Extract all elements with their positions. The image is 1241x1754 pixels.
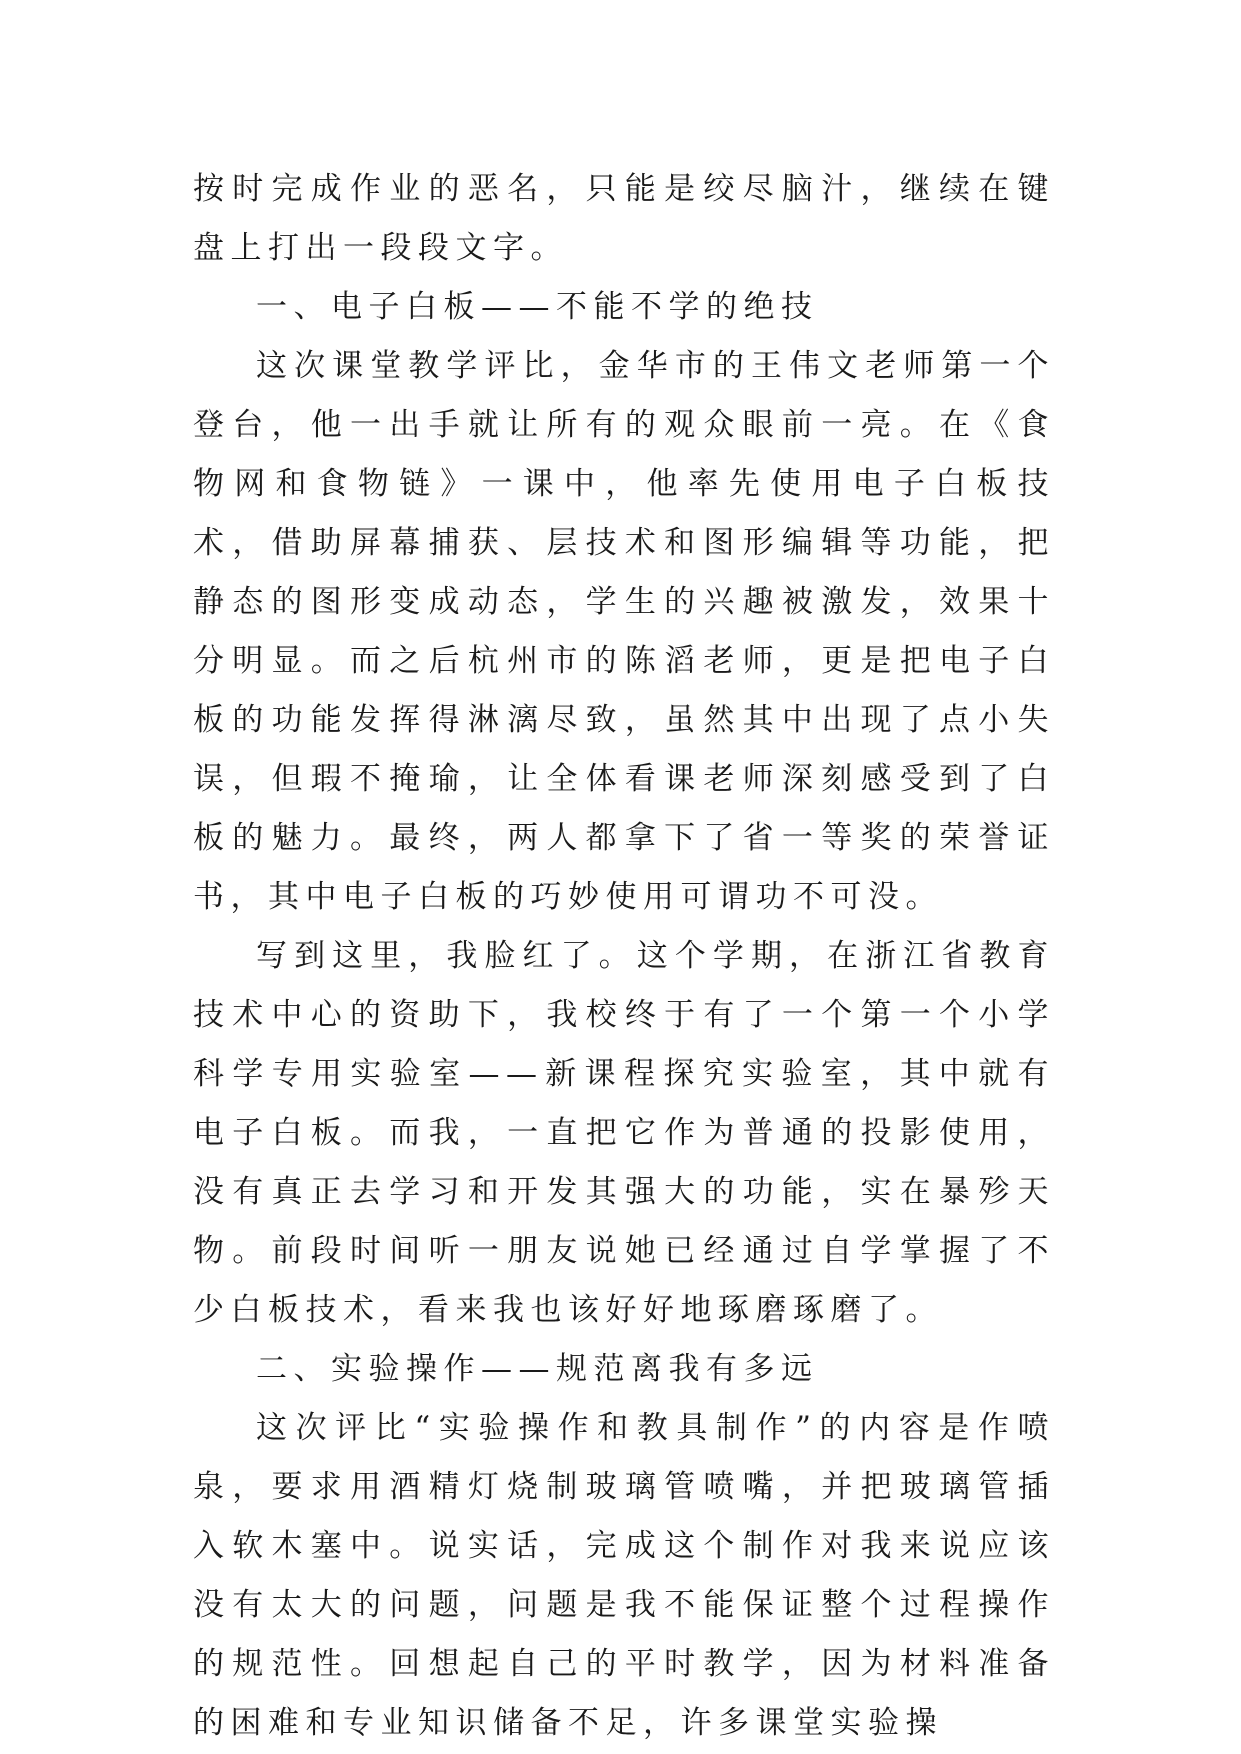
section-heading-experiment-operation: 二、实验操作——规范离我有多远: [256, 1351, 819, 1387]
section-heading-electronic-whiteboard: 一、电子白板——不能不学的绝技: [256, 289, 819, 325]
paragraph-experiment: 这次评比“实验操作和教具制作”的内容是作喷泉，要求用酒精灯烧制玻璃管喷嘴，并把玻璃管插入软木塞中。说实话，完成这个制作对我来说应该没有太大的问题，问题是我不能保证整个过程操作的规范性。回想起自己的平时教学，因为材料准备的困难和专业知识储备不足，许多课堂实验操: [193, 1410, 1055, 1741]
paragraph-reflection: 写到这里，我脸红了。这个学期，在浙江省教育技术中心的资助下，我校终于有了一个第一个小学科学专用实验室——新课程探究实验室，其中就有电子白板。而我，一直把它作为普通的投影使用，没有真正去学习和开发其强大的功能，实在暴殄天物。前段时间听一朋友说她已经通过自学掌握了不少白板技术，看来我也该好好地琢磨琢磨了。: [193, 938, 1055, 1328]
paragraph-continuation: 按时完成作业的恶名，只能是绞尽脑汁，继续在键盘上打出一段段文字。: [193, 171, 1055, 266]
document-body: [193, 160, 1055, 1753]
paragraph-teaching-evaluation: 这次课堂教学评比，金华市的王伟文老师第一个登台，他一出手就让所有的观众眼前一亮。在《食物网和食物链》一课中，他率先使用电子白板技术，借助屏幕捕获、层技术和图形编辑等功能，把静态的图形变成动态，学生的兴趣被激发，效果十分明显。而之后杭州市的陈滔老师，更是把电子白板的功能发挥得淋漓尽致，虽然其中出现了点小失误，但瑕不掩瑜，让全体看课老师深刻感受到了白板的魅力。最终，两人都拿下了省一等奖的荣誉证书，其中电子白板的巧妙使用可谓功不可没。: [193, 348, 1055, 915]
